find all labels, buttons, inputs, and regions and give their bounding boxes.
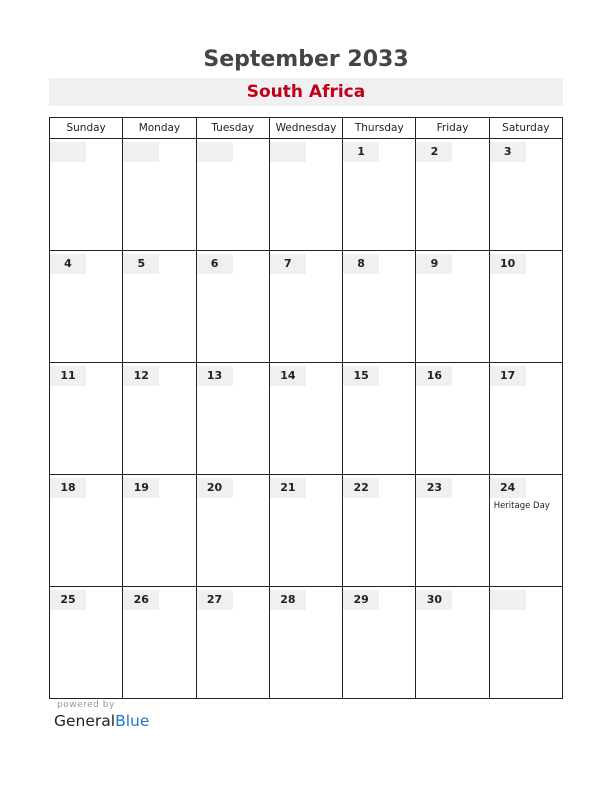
day-cell — [196, 251, 269, 363]
day-number — [270, 142, 306, 162]
day-number: 20 — [197, 478, 233, 498]
day-cell — [416, 587, 489, 699]
weekday-thursday: Thursday — [343, 118, 416, 139]
day-number: 8 — [343, 254, 379, 274]
day-cell — [123, 139, 196, 251]
brand-name-part2: Blue — [115, 712, 150, 730]
day-number: 30 — [416, 590, 452, 610]
day-number: 14 — [270, 366, 306, 386]
day-number: 27 — [197, 590, 233, 610]
day-cell — [196, 363, 269, 475]
week-row — [50, 475, 563, 587]
day-cell — [343, 363, 416, 475]
day-cell — [123, 587, 196, 699]
day-cell — [416, 251, 489, 363]
day-number: 15 — [343, 366, 379, 386]
week-row — [50, 363, 563, 475]
day-cell — [343, 475, 416, 587]
week-row — [50, 139, 563, 251]
day-number: 21 — [270, 478, 306, 498]
day-cell — [123, 363, 196, 475]
day-number: 26 — [123, 590, 159, 610]
day-number — [123, 142, 159, 162]
day-number: 9 — [416, 254, 452, 274]
day-cell — [50, 139, 123, 251]
day-number: 4 — [50, 254, 86, 274]
day-cell — [269, 251, 342, 363]
day-cell — [489, 251, 562, 363]
day-number: 22 — [343, 478, 379, 498]
day-cell — [416, 475, 489, 587]
day-cell — [123, 251, 196, 363]
weekday-monday: Monday — [123, 118, 196, 139]
day-number — [490, 590, 526, 610]
day-cell — [343, 139, 416, 251]
day-number: 11 — [50, 366, 86, 386]
weekday-sunday: Sunday — [50, 118, 123, 139]
day-cell — [489, 139, 562, 251]
day-cell — [196, 139, 269, 251]
day-number: 28 — [270, 590, 306, 610]
day-number: 16 — [416, 366, 452, 386]
day-number: 3 — [490, 142, 526, 162]
day-cell — [50, 251, 123, 363]
day-cell — [196, 475, 269, 587]
weekday-tuesday: Tuesday — [196, 118, 269, 139]
weekday-header-row — [50, 118, 563, 139]
day-cell — [416, 139, 489, 251]
day-cell — [269, 139, 342, 251]
day-number: 1 — [343, 142, 379, 162]
day-number: 12 — [123, 366, 159, 386]
day-cell — [123, 475, 196, 587]
day-number: 2 — [416, 142, 452, 162]
day-number: 23 — [416, 478, 452, 498]
day-number: 24 — [490, 478, 526, 498]
day-cell — [489, 475, 562, 587]
day-cell — [269, 475, 342, 587]
calendar-title: September 2033 — [203, 47, 409, 72]
day-number: 25 — [50, 590, 86, 610]
day-number: 7 — [270, 254, 306, 274]
weekday-saturday: Saturday — [489, 118, 562, 139]
day-number: 10 — [490, 254, 526, 274]
holiday-label: Heritage Day — [493, 501, 550, 511]
day-cell — [343, 251, 416, 363]
weekday-friday: Friday — [416, 118, 489, 139]
day-number: 17 — [490, 366, 526, 386]
day-cell — [269, 587, 342, 699]
day-cell — [196, 587, 269, 699]
day-number: 29 — [343, 590, 379, 610]
day-number — [197, 142, 233, 162]
weekday-wednesday: Wednesday — [269, 118, 342, 139]
day-cell — [50, 587, 123, 699]
generalblue-logo — [54, 712, 149, 730]
day-number: 6 — [197, 254, 233, 274]
day-cell — [489, 363, 562, 475]
day-cell — [269, 363, 342, 475]
powered-by-label: powered by — [57, 700, 115, 710]
day-number: 5 — [123, 254, 159, 274]
day-number: 19 — [123, 478, 159, 498]
day-cell — [50, 363, 123, 475]
day-number: 18 — [50, 478, 86, 498]
country-banner: South Africa — [49, 78, 563, 106]
day-cell — [416, 363, 489, 475]
day-number: 13 — [197, 366, 233, 386]
week-row — [50, 587, 563, 699]
week-row — [50, 251, 563, 363]
day-cell — [343, 587, 416, 699]
day-cell — [489, 587, 562, 699]
calendar-grid — [49, 117, 563, 699]
brand-name-part1: General — [54, 712, 116, 730]
day-number — [50, 142, 86, 162]
day-cell — [50, 475, 123, 587]
